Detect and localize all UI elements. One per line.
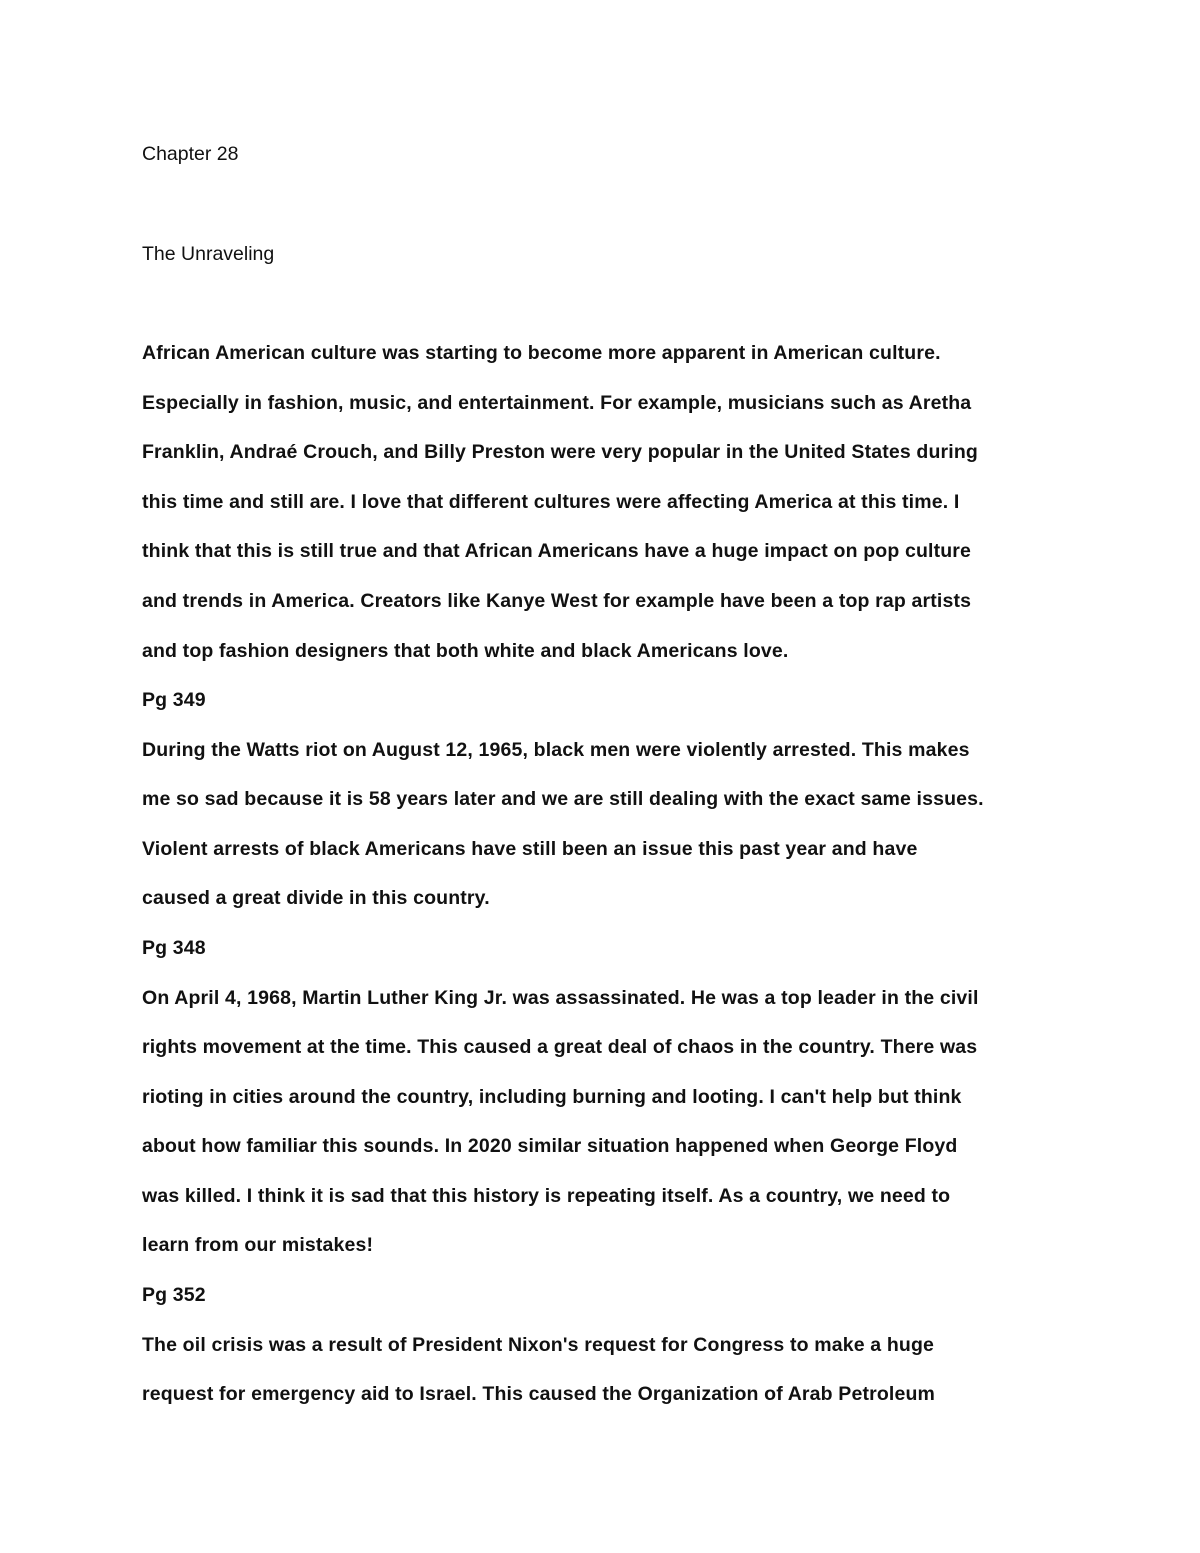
body-line: and top fashion designers that both white and black Americans love. bbox=[142, 640, 789, 662]
body-line: and trends in America. Creators like Kanye West for example have been a top rap artists bbox=[142, 590, 972, 612]
body-line: learn from our mistakes! bbox=[142, 1234, 374, 1256]
body-line: request for emergency aid to Israel. This caused the Organization of Arab Petroleum bbox=[142, 1383, 936, 1405]
body-line: Especially in fashion, music, and entertainment. For example, musicians such as Aretha bbox=[142, 392, 972, 414]
body-line: During the Watts riot on August 12, 1965, black men were violently arrested. This makes bbox=[142, 739, 970, 761]
body-line: think that this is still true and that African Americans have a huge impact on pop culture bbox=[142, 540, 972, 562]
body-line: caused a great divide in this country. bbox=[142, 887, 490, 909]
body-line: me so sad because it is 58 years later and we are still dealing with the exact same issues. bbox=[142, 788, 984, 810]
chapter-heading: Chapter 28 bbox=[142, 143, 239, 165]
body-line: On April 4, 1968, Martin Luther King Jr. was assassinated. He was a top leader in the civil bbox=[142, 987, 979, 1009]
body-line: The oil crisis was a result of President Nixon's request for Congress to make a huge bbox=[142, 1334, 935, 1356]
body-line: African American culture was starting to become more apparent in American culture. bbox=[142, 342, 941, 364]
body-line: Franklin, Andraé Crouch, and Billy Preston were very popular in the United States during bbox=[142, 441, 978, 463]
page-reference: Pg 349 bbox=[142, 689, 206, 711]
body-line: was killed. I think it is sad that this history is repeating itself. As a country, we need to bbox=[142, 1185, 951, 1207]
page-reference: Pg 352 bbox=[142, 1284, 206, 1306]
body-line: this time and still are. I love that different cultures were affecting America at this time. I bbox=[142, 491, 960, 513]
body-line: rights movement at the time. This caused a great deal of chaos in the country. There was bbox=[142, 1036, 978, 1058]
document-title: The Unraveling bbox=[142, 243, 275, 265]
body-line: rioting in cities around the country, including burning and looting. I can't help but think bbox=[142, 1086, 962, 1108]
body-line: Violent arrests of black Americans have still been an issue this past year and have bbox=[142, 838, 918, 860]
body-line: about how familiar this sounds. In 2020 similar situation happened when George Floyd bbox=[142, 1135, 958, 1157]
page-reference: Pg 348 bbox=[142, 937, 206, 959]
